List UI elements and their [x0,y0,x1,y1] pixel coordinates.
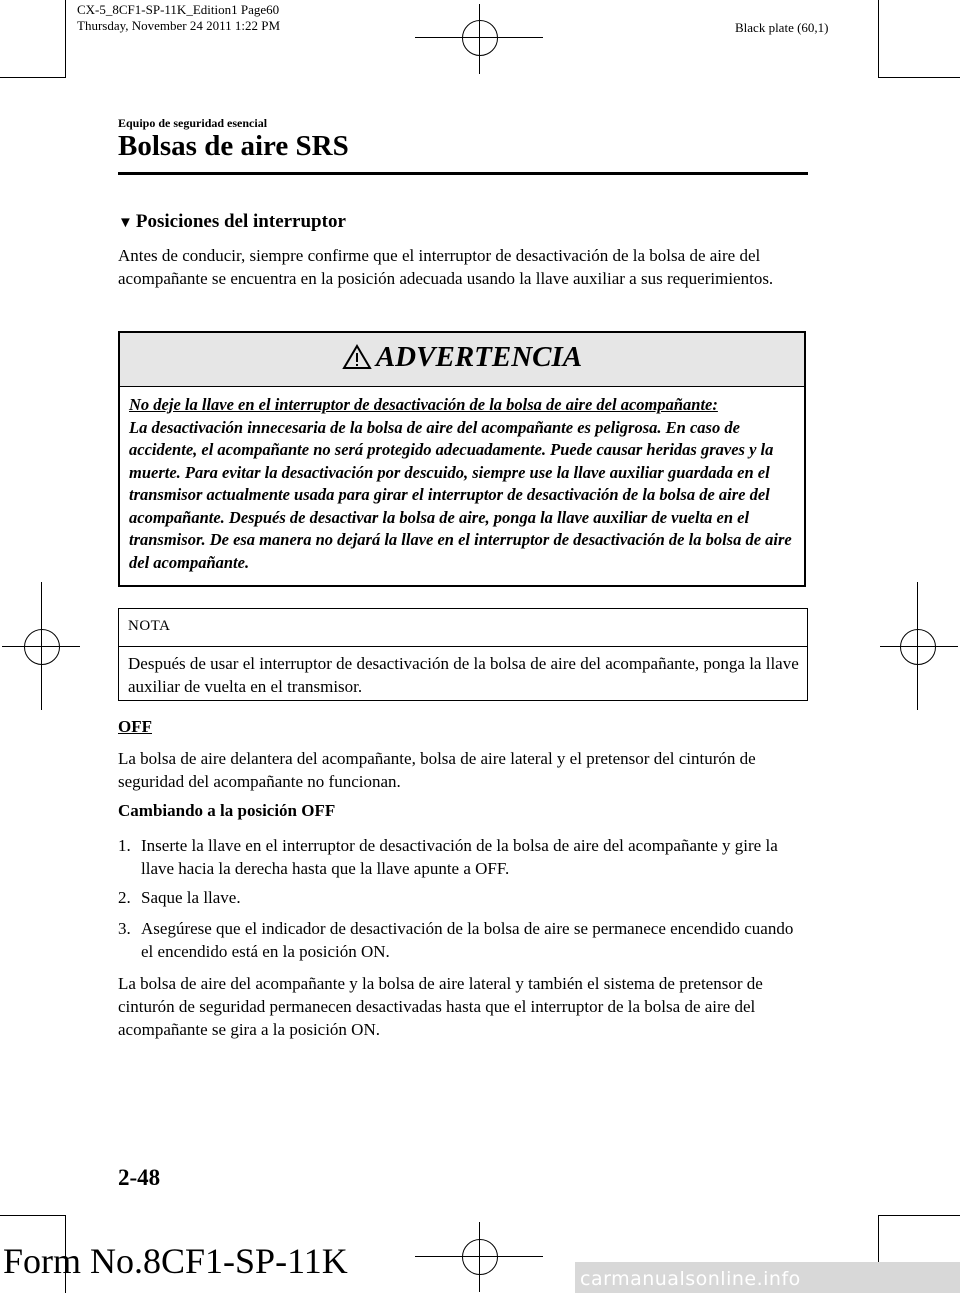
closing-paragraph: La bolsa de aire del acompañante y la bolsa de aire lateral y también el sistema de pretensor de cinturón de seguridad permanecen desactivadas hasta que el interruptor de la bolsa de aire del acompañante se gira a la posición ON. [118,974,763,1039]
warning-header [120,333,804,387]
list-item [118,917,808,963]
print-info [77,2,280,34]
list-item-number: 3. [118,919,131,938]
list-item-number: 2. [118,888,131,907]
print-info-date: Thursday, November 24 2011 1:22 PM [77,18,281,33]
note-box [118,608,808,701]
list-item [118,886,808,909]
intro-paragraph: Antes de conducir, siempre confirme que el interruptor de desactivación de la bolsa de aire del acompañante se encuentra en la posición adecuada usando la llave auxiliar a sus requerimientos. [118,246,774,288]
crop-mark [65,0,66,77]
plate-label: Black plate (60,1) [735,20,829,35]
note-body: Después de usar el interruptor de desactivación de la bolsa de aire del acompañante, ponga la llave auxiliar de vuelta en el transmisor. [128,654,799,696]
off-paragraph: La bolsa de aire delantera del acompañante, bolsa de aire lateral y el pretensor del cinturón de seguridad del acompañante no funcionan. [118,749,756,791]
list-item [118,834,808,880]
warning-title [120,341,804,374]
form-number: Form No.8CF1-SP-11K [3,1241,348,1281]
watermark: carmanualsonline.info [580,1268,801,1290]
warning-lead: No deje la llave en el interruptor de desactivación de la bolsa de aire del acompañante: [129,395,718,414]
crop-mark [878,1215,960,1216]
triangle-down-icon: ▼ [118,215,133,231]
list-item-text: Inserte la llave en el interruptor de desactivación de la bolsa de aire del acompañante y gire la llave hacia la derecha hasta que la llave apunte a OFF. [141,836,778,878]
title-rule [118,172,808,175]
note-header [119,609,807,647]
warning-triangle-icon [342,344,372,370]
warning-box [118,331,806,587]
warning-body [129,394,794,574]
crop-mark [878,77,960,78]
print-info-file: CX-5_8CF1-SP-11K_Edition1 Page60 [77,2,280,17]
crop-mark [0,77,66,78]
crop-mark [878,0,879,77]
subheading-text: Posiciones del interruptor [135,211,346,232]
subheading [118,211,346,233]
list-item-text: Saque la llave. [141,888,241,907]
list-item-number: 1. [118,836,131,855]
crop-mark [0,1215,66,1216]
page-title: Bolsas de aire SRS [118,130,349,162]
note-title: NOTA [128,618,171,634]
page-number: 2-48 [118,1165,161,1190]
off-heading: OFF [118,717,152,736]
list-item-text: Asegúrese que el indicador de desactivación de la bolsa de aire se permanece encendido cuando el encendido está en la posición ON. [141,919,794,961]
warning-title-text: ADVERTENCIA [375,341,583,373]
steps-heading: Cambiando a la posición OFF [118,801,336,820]
warning-text: La desactivación innecesaria de la bolsa de aire del acompañante es peligrosa. En caso de accidente, el acompañante no será protegido adecuadamente. Puede causar heridas graves y la muerte. Para evitar la desactivación por descuido, siempre use la llave auxiliar guardada en el transmisor actualmente usada para girar el interruptor de desactivación de la bolsa de aire del acompañante. Después de desactivar la bolsa de aire, ponga la llave auxiliar de vuelta en el transmisor. De esa manera no dejará la llave en el interruptor de desactivación de la bolsa de aire del acompañante. [129,417,792,572]
section-label: Equipo de seguridad esencial [118,116,268,130]
